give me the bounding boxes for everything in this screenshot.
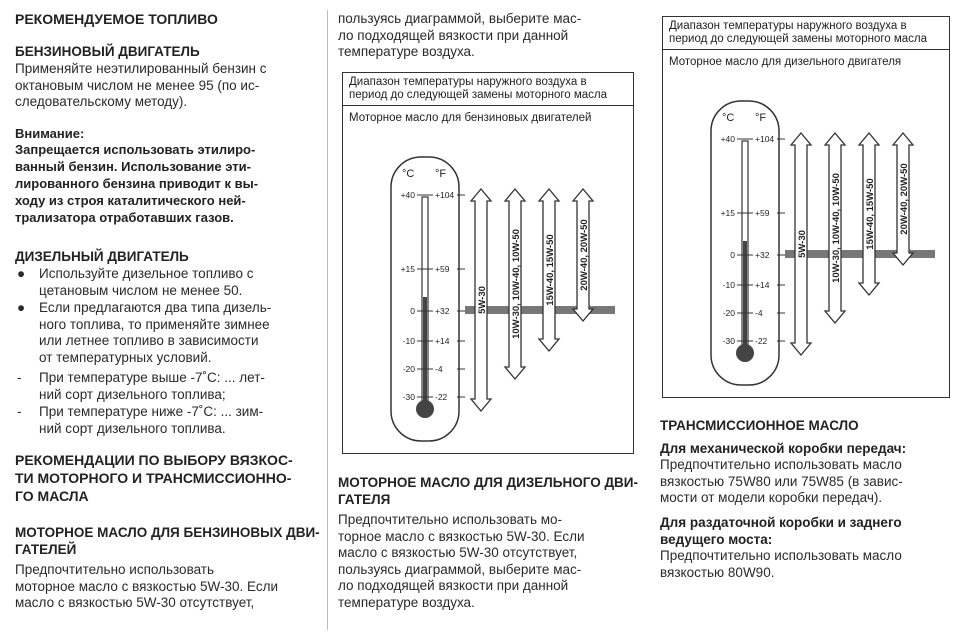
thermometer-mercury (423, 297, 427, 409)
viscosity-label: 10W-30, 10W-40, 10W-50 (831, 173, 842, 283)
transfer-case-heading: Для раздаточной коробки и заднего ведущего моста: (660, 515, 902, 547)
fahrenheit-label: -22 (435, 392, 448, 402)
diesel-bullet-1: ● Используйте дизельное топливо с цетановым числом не менее 50. (17, 266, 254, 298)
viscosity-label: 5W-30 (797, 230, 808, 258)
fahrenheit-label: +32 (435, 306, 450, 316)
bullet-icon: ● (17, 266, 26, 281)
manual-gearbox-heading: Для механической коробки передач: (660, 441, 907, 456)
celsius-label: +15 (400, 264, 415, 274)
petrol-fuel-text: Применяйте неэтилированный бензин с октановым числом не менее 95 (по ис- следовательскому методу). (15, 61, 267, 109)
celsius-label: 0 (410, 306, 415, 316)
viscosity-label: 15W-40, 15W-50 (545, 234, 556, 306)
petrol-oil-heading: МОТОРНОЕ МАСЛО ДЛЯ БЕНЗИНОВЫХ ДВИ- ГАТЕЛЕЙ (15, 525, 320, 557)
diesel-thermometer-chart (663, 63, 949, 393)
diesel-oil-diagram (662, 16, 950, 398)
viscosity-label: 20W-40, 20W-50 (579, 219, 590, 291)
unit-celsius: °C (722, 112, 735, 124)
warning-text: Запрещается использовать этилиро- ванный бензин. Использование эти- лированного бензина приводит к вы- ходу из строя каталитического ней- трализатора отработавших газов. (15, 142, 259, 225)
fahrenheit-label: +104 (435, 190, 455, 200)
viscosity-label: 10W-30, 10W-40, 10W-50 (511, 229, 522, 339)
viscosity-label: 5W-30 (477, 286, 488, 314)
dash-mark: - (17, 370, 22, 385)
transfer-case-text: Предпочтительно использовать масло вязкостью 80W90. (660, 548, 902, 580)
celsius-label: -10 (402, 336, 415, 346)
diesel-dash-2: - При температуре ниже -7˚С: ... зим- ний сорт дизельного топлива. (17, 404, 264, 436)
unit-celsius: °C (402, 168, 415, 180)
celsius-label: 0 (730, 250, 735, 260)
celsius-label: -30 (722, 336, 735, 346)
celsius-label: -20 (722, 308, 735, 318)
celsius-label: -30 (402, 392, 415, 402)
celsius-label: +40 (400, 190, 415, 200)
fahrenheit-label: +104 (755, 134, 775, 144)
diesel-engine-heading: ДИЗЕЛЬНЫЙ ДВИГАТЕЛЬ (15, 249, 189, 264)
diagram-header: Диапазон температуры наружного воздуха в период до следующей замены моторного масла (343, 73, 633, 106)
manual-gearbox-text: Предпочтительно использовать масло вязкостью 75W80 или 75W85 (в завис- мости от модели коробки передач). (660, 457, 903, 505)
diagram-intro-text: пользуясь диаграммой, выберите мас- ло подходящей вязкости при данной температуре воздуха. (338, 11, 582, 59)
fahrenheit-label: +14 (435, 336, 450, 346)
warning-heading: Внимание: (15, 126, 85, 141)
diesel-oil-heading: МОТОРНОЕ МАСЛО ДЛЯ ДИЗЕЛЬНОГО ДВИ- ГАТЕЛЯ (338, 475, 639, 507)
diesel-bullet-2: ● Если предлагаются два типа дизель- ного топлива, то применяйте зимнее или летнее топливо в зависимости от температурных условий. (17, 300, 272, 365)
diesel-oil-text: Предпочтительно использовать мо- торное масло с вязкостью 5W-30. Если масло с вязкостью 5W-30 отсутствует, пользуясь диаграммой, выберите мас- ло подходящей вязкости при данной температуре воздуха. (338, 512, 585, 610)
diagram-subtitle: Моторное масло для бензиновых двигателей (349, 112, 592, 124)
bullet-icon: ● (17, 300, 26, 315)
celsius-label: +15 (720, 208, 735, 218)
petrol-engine-heading: БЕНЗИНОВЫЙ ДВИГАТЕЛЬ (15, 44, 200, 59)
petrol-oil-diagram (342, 72, 634, 454)
diesel-dash-1: - При температуре выше -7˚С: ... лет- ний сорт дизельного топлива; (17, 370, 265, 402)
celsius-label: -10 (722, 280, 735, 290)
viscosity-heading: РЕКОМЕНДАЦИИ ПО ВЫБОРУ ВЯЗКОС- ТИ МОТОРНОГО И ТРАНСМИССИОННО- ГО МАСЛА (15, 452, 293, 504)
diagram-subtitle: Моторное масло для дизельного двигателя (669, 56, 902, 68)
viscosity-label: 15W-40, 15W-50 (865, 178, 876, 250)
fahrenheit-label: +59 (755, 208, 770, 218)
column-divider (327, 10, 328, 630)
celsius-label: -20 (402, 364, 415, 374)
fuel-title: РЕКОМЕНДУЕМОЕ ТОПЛИВО (15, 11, 218, 27)
fahrenheit-label: +32 (755, 250, 770, 260)
viscosity-label: 20W-40, 20W-50 (899, 163, 910, 235)
unit-fahrenheit: °F (435, 168, 447, 180)
thermometer-mercury (743, 241, 747, 353)
unit-fahrenheit: °F (755, 112, 767, 124)
fahrenheit-label: -4 (755, 308, 763, 318)
petrol-thermometer-chart (343, 119, 633, 449)
dash-mark: - (17, 404, 22, 419)
fahrenheit-label: -22 (755, 336, 768, 346)
fahrenheit-label: -4 (435, 364, 443, 374)
transmission-heading: ТРАНСМИССИОННОЕ МАСЛО (660, 418, 859, 433)
fahrenheit-label: +14 (755, 280, 770, 290)
fahrenheit-label: +59 (435, 264, 450, 274)
celsius-label: +40 (720, 134, 735, 144)
diagram-header: Диапазон температуры наружного воздуха в период до следующей замены моторного масла (663, 17, 949, 50)
petrol-oil-text: Предпочтительно использовать моторное масло с вязкостью 5W-30. Если масло с вязкостью 5W-30 отсутствует, (15, 562, 279, 610)
